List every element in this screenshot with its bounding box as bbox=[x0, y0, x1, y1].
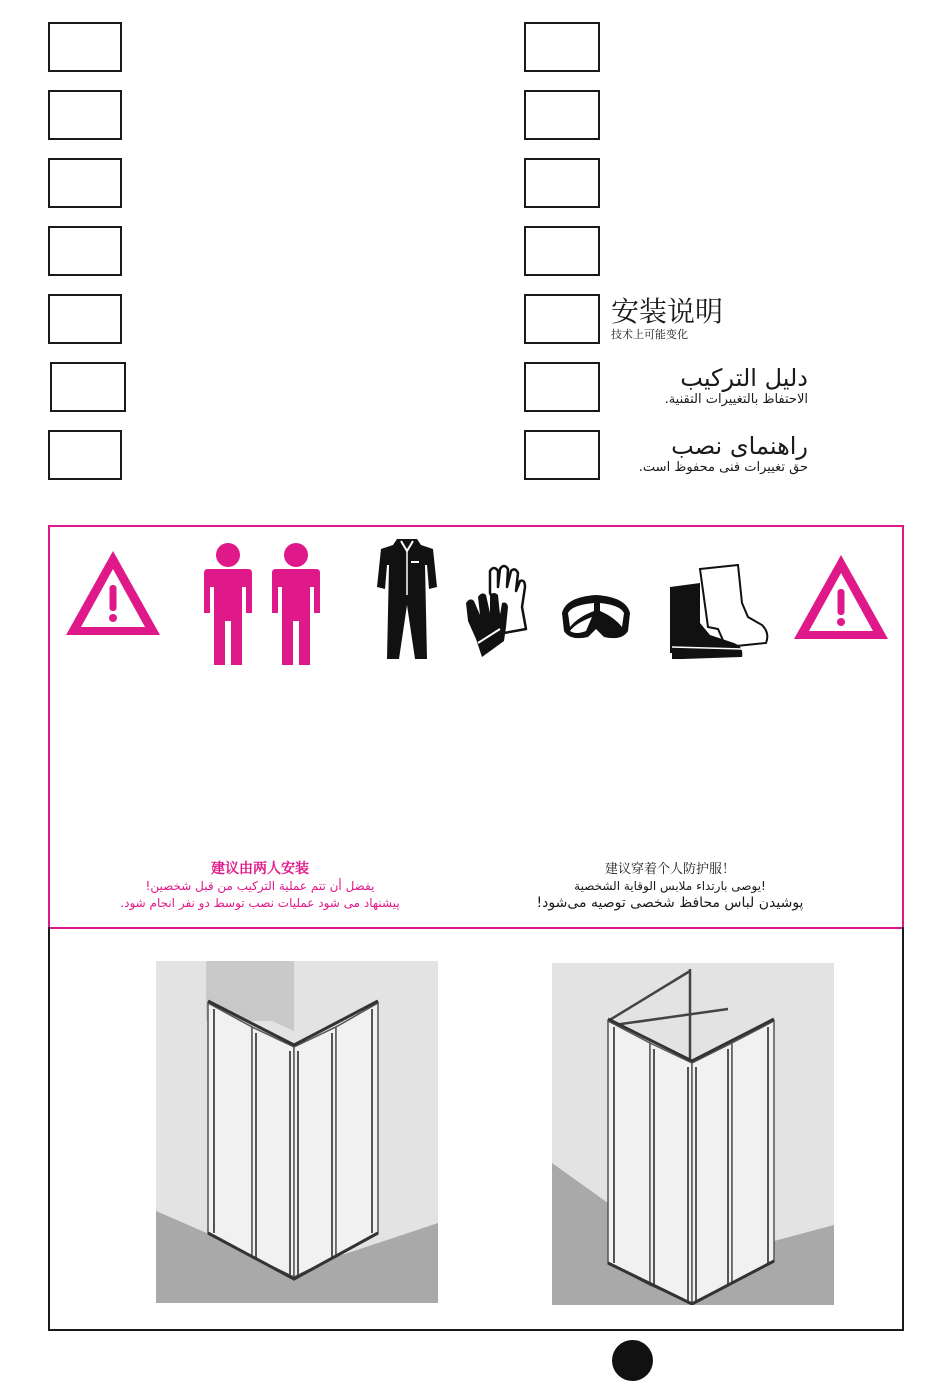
language-box-left-3 bbox=[48, 158, 122, 208]
persian-subtitle: حق تغییرات فنی محفوظ است. bbox=[638, 460, 808, 475]
coverall-icon bbox=[375, 535, 439, 661]
gloves-icon bbox=[460, 563, 534, 661]
chinese-title: 安装说明 bbox=[611, 295, 724, 328]
shower-enclosure-illustration bbox=[156, 961, 438, 1303]
persian-title: راهنمای نصب bbox=[671, 432, 808, 460]
page-indicator-dot bbox=[612, 1340, 653, 1381]
language-box-right-3 bbox=[524, 158, 600, 208]
two-person-note-chinese: 建议由两人安装 bbox=[211, 861, 309, 877]
warning-triangle-icon bbox=[62, 547, 164, 639]
protective-clothing-note-arabic: !يوصى بارتداء ملابس الوقاية الشخصية bbox=[574, 879, 766, 893]
safety-goggles-icon bbox=[556, 587, 636, 647]
language-box-left-7 bbox=[48, 430, 122, 480]
language-box-right-1 bbox=[524, 22, 600, 72]
protective-clothing-note-chinese: 建议穿着个人防护服！ bbox=[604, 862, 735, 877]
language-box-left-6 bbox=[50, 362, 126, 412]
shower-enclosure-stabilizer-illustration bbox=[552, 963, 834, 1305]
chinese-title-block bbox=[611, 296, 723, 342]
language-box-left-4 bbox=[48, 226, 122, 276]
arabic-title: دليل التركيب bbox=[680, 364, 808, 392]
protective-clothing-note bbox=[510, 861, 830, 912]
language-box-right-6 bbox=[524, 362, 600, 412]
language-box-left-1 bbox=[48, 22, 122, 72]
language-box-right-7 bbox=[524, 430, 600, 480]
illustration-panel bbox=[48, 927, 904, 1331]
language-box-right-4 bbox=[524, 226, 600, 276]
safety-boots-icon bbox=[662, 563, 772, 661]
language-box-left-2 bbox=[48, 90, 122, 140]
protective-clothing-note-persian: پوشیدن لباس محافظ شخصی توصیه می‌شود! bbox=[536, 895, 804, 911]
arabic-title-block bbox=[612, 364, 808, 408]
language-box-right-5 bbox=[524, 294, 600, 344]
two-person-note-persian: پیشنهاد می شود عملیات نصب توسط دو نفر انجام شود. bbox=[120, 896, 400, 910]
chinese-subtitle: 技术上可能变化 bbox=[611, 328, 688, 341]
safety-panel bbox=[48, 525, 904, 929]
language-box-left-5 bbox=[48, 294, 122, 344]
warning-triangle-icon bbox=[790, 551, 892, 643]
language-box-right-2 bbox=[524, 90, 600, 140]
two-person-installation-note bbox=[90, 861, 430, 912]
two-persons-icon bbox=[196, 541, 340, 667]
persian-title-block bbox=[612, 432, 808, 476]
arabic-subtitle: الاحتفاظ بالتغييرات التقنية. bbox=[664, 392, 808, 407]
two-person-note-arabic: يفضل أن تتم عملية التركيب من قبل شخصين! bbox=[145, 879, 375, 893]
